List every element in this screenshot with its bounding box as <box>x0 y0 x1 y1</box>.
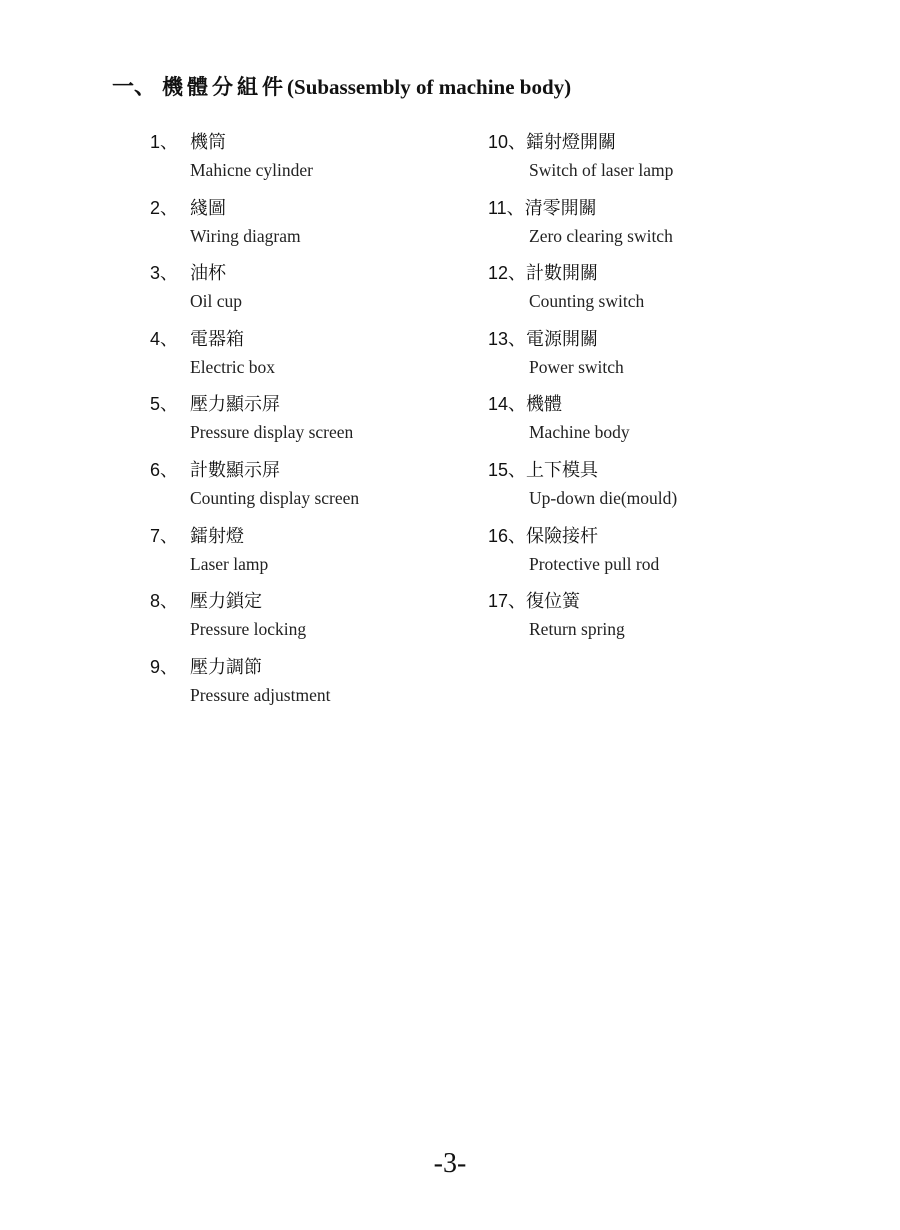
section-heading <box>112 70 571 101</box>
item-name-english: Pressure locking <box>190 619 307 640</box>
list-item <box>150 128 450 194</box>
item-number: 1、 <box>150 132 179 152</box>
item-name-chinese: 電器箱 <box>190 328 244 350</box>
item-name-english: Pressure display screen <box>190 422 354 443</box>
item-name-chinese: 油杯 <box>190 263 226 285</box>
item-name-chinese: 計數顯示屏 <box>190 459 280 481</box>
item-name-english: Counting display screen <box>190 487 360 508</box>
item-name-chinese: 清零開關 <box>524 197 597 219</box>
item-number: 3、 <box>150 263 179 284</box>
item-name-chinese: 壓力調節 <box>190 656 262 678</box>
item-name-chinese: 電源開關 <box>526 328 599 350</box>
item-name-english: Machine body <box>529 422 630 443</box>
item-name-chinese: 機筒 <box>190 132 226 153</box>
list-item <box>488 325 808 391</box>
item-name-english: Wiring diagram <box>190 225 301 246</box>
item-name-english: Zero clearing switch <box>529 225 673 246</box>
item-name-english: Counting switch <box>529 291 645 312</box>
list-item <box>488 128 808 194</box>
list-item <box>488 259 808 325</box>
item-number: 11、 <box>488 197 525 218</box>
list-item <box>150 456 450 522</box>
item-name-english: Protective pull rod <box>529 553 660 574</box>
item-name-english: Pressure adjustment <box>190 684 331 705</box>
item-number: 7、 <box>150 525 179 546</box>
item-name-english: Power switch <box>529 356 624 377</box>
list-item <box>488 194 808 260</box>
item-number: 8、 <box>150 591 179 612</box>
item-number: 17、 <box>488 591 527 612</box>
item-number: 4、 <box>150 328 179 349</box>
item-number: 16、 <box>488 525 527 546</box>
list-item <box>150 259 450 325</box>
list-item <box>150 390 450 456</box>
item-name-english: Oil cup <box>190 291 243 312</box>
item-number: 10、 <box>488 132 527 152</box>
item-name-chinese: 復位簧 <box>526 591 581 613</box>
list-item <box>150 522 450 588</box>
item-number: 2、 <box>150 197 179 218</box>
item-name-chinese: 壓力顯示屏 <box>190 394 280 416</box>
item-name-chinese: 上下模具 <box>526 459 599 481</box>
page-number: -3- <box>433 1148 467 1179</box>
item-name-english: Mahicne cylinder <box>190 160 313 180</box>
list-item <box>150 325 450 391</box>
section-number: 一、 <box>112 74 157 100</box>
list-item <box>488 587 808 653</box>
item-name-chinese: 鐳射燈開關 <box>526 132 617 153</box>
item-name-chinese: 壓力鎖定 <box>190 591 262 613</box>
item-name-chinese: 保險接杆 <box>526 525 599 547</box>
item-name-chinese: 機體 <box>526 394 563 416</box>
item-name-english: Laser lamp <box>190 553 269 574</box>
list-item <box>150 653 450 719</box>
item-number: 13、 <box>488 328 527 349</box>
list-item <box>488 390 808 456</box>
list-item <box>488 456 808 522</box>
item-number: 9、 <box>150 656 179 677</box>
section-title-english: (Subassembly of machine body) <box>287 75 572 99</box>
item-number: 6、 <box>150 459 179 480</box>
item-number: 15、 <box>488 459 527 480</box>
list-item <box>150 587 450 653</box>
item-number: 12、 <box>488 263 527 284</box>
item-number: 14、 <box>488 394 527 415</box>
item-name-chinese: 鐳射燈 <box>190 525 244 547</box>
parts-list-right <box>488 128 808 653</box>
parts-list-left <box>150 128 450 718</box>
item-name-chinese: 計數開關 <box>526 263 599 285</box>
item-name-english: Return spring <box>529 619 625 640</box>
item-number: 5、 <box>150 394 179 415</box>
list-item <box>150 194 450 260</box>
item-name-chinese: 綫圖 <box>190 197 226 219</box>
item-name-english: Electric box <box>190 356 276 377</box>
item-name-english: Up-down die(mould) <box>529 487 678 508</box>
list-item <box>488 522 808 588</box>
section-title-chinese: 機體分組件 <box>162 74 288 99</box>
item-name-english: Switch of laser lamp <box>529 160 674 180</box>
